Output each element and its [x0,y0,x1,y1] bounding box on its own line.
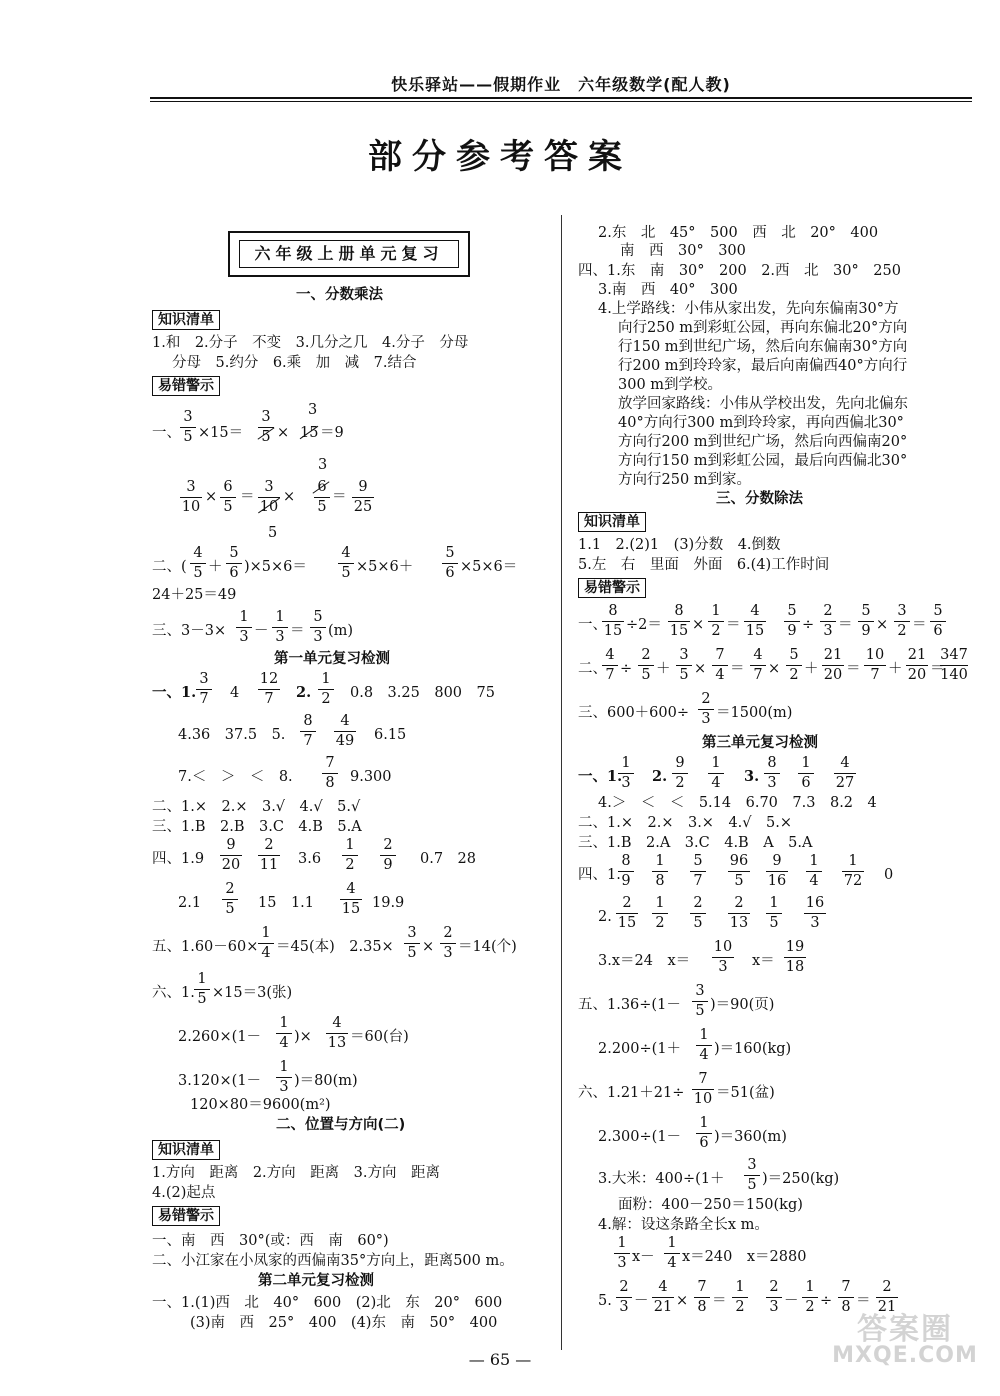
answer-text: ×15＝3(张) [212,985,293,1001]
answer-line: 5.左 右 里面 外面 6.(4)工作时间 [578,557,830,573]
fraction: $\frac{1}{4}$ [806,854,822,888]
answer-line: 3.南 西 40° 300 [598,282,738,298]
answer-line: 方向行200 m到世纪广场，然后向西偏南20° [618,434,908,450]
answer-line: 分母 5.约分 6.乘 加 减 7.结合 [172,355,417,371]
answer-text: × [283,489,296,505]
answer-line: (3)南 西 25° 400 (4)东 南 50° 400 [190,1315,498,1331]
tag-common-mistakes: 易错警示 [152,376,220,396]
answer-text: － [634,1293,649,1309]
answer-text: x＝ [752,953,775,969]
answer-text: 一、1. [578,768,623,785]
answer-text: ＋ [208,559,223,575]
fraction: $\frac{2}{3}$ [820,604,836,638]
answer-text: 五、1.60－60× [152,939,259,955]
answer-text: ＋ [888,661,903,677]
tag-knowledge-list: 知识清单 [152,310,220,330]
answer-text: 0.8 3.25 800 75 [350,685,495,701]
watermark-text: 答案圈 [857,1312,953,1347]
fraction: $\frac{8}{9}$ [618,854,634,888]
section-heading: 第二单元复习检测 [258,1273,374,1289]
fraction: $\frac{3}{2}$ [894,604,910,638]
answer-text: )＝90(页) [710,997,775,1013]
answer-text: )＝80(m) [294,1073,358,1089]
answer-text: x＝240 x＝2880 [682,1249,807,1265]
section-heading: 第三单元复习检测 [702,735,818,751]
fraction: $\frac{21}{20}$ [907,647,927,683]
answer-line: 一、1.(1)西 北 40° 600 (2)北 东 20° 600 [152,1295,503,1311]
answer-text: 面粉：400－250＝150(kg) [618,1197,803,1213]
fraction: $\frac{21}{20}$ [823,647,843,683]
answer-text: × [694,661,707,677]
answer-text: × [676,1293,689,1309]
fraction: $\frac{1}{3}$ [614,1236,630,1270]
fraction: $\frac{2}{11}$ [259,837,279,873]
fraction: $\frac{3}{5}$ [180,410,196,444]
section-heading: 一、分数乘法 [296,287,383,303]
answer-text: ÷ [620,661,633,677]
fraction: $\frac{2}{5}$ [222,882,238,916]
answer-text: ＝ [240,489,255,505]
answer-text: 4.＞ ＜ ＜ 5.14 6.70 7.3 8.2 4 [598,795,877,811]
fraction: $\frac{2}{3}$ [766,1280,782,1314]
answer-text: 3 [318,457,328,473]
answer-text: 2. [296,684,312,701]
answer-text: ＝60(台) [350,1029,409,1045]
header-rule [150,97,972,99]
answer-text: 120×80＝9600(m²) [190,1097,331,1113]
answer-text: )× [294,1029,312,1045]
answer-text: 2.1 [178,895,202,911]
answer-text: ÷ [820,1293,833,1309]
answer-text: 4 [230,685,240,701]
answer-text: 2.200÷(1＋ [598,1041,682,1057]
fraction: $\frac{10}{3}$ [713,939,733,975]
answer-text: 15 [300,425,319,441]
answer-text: 六、1.21＋21÷ [578,1085,685,1101]
answer-text: 二、 [578,661,607,677]
page-title: 部分参考答案 [368,137,632,177]
fraction: $\frac{2}{9}$ [380,838,396,872]
answer-text: ＝ [930,661,945,677]
answer-text: ×15＝ [198,425,244,441]
fraction: $\frac{1}{6}$ [696,1116,712,1150]
fraction: $\frac{2}{5}$ [638,648,654,682]
answer-text: ＝51(盆) [716,1085,775,1101]
fraction: $\frac{6}{5}$ [314,480,330,514]
fraction: $\frac{5}{3}$ [310,610,326,644]
fraction: $\frac{9}{20}$ [221,837,241,873]
answer-line: 四、1.东 南 30° 200 2.西 北 30° 250 [578,263,901,279]
answer-line: 二、小江家在小凤家的西偏南35°方向上，距离500 m。 [152,1253,514,1269]
fraction: $\frac{1}{3}$ [276,1060,292,1094]
answer-text: 四、1.9 [152,851,205,867]
fraction: $\frac{19}{18}$ [785,939,805,975]
unit-title: 六年级上册单元复习 [239,240,458,268]
answer-text: 3.大米：400÷(1＋ [598,1171,725,1187]
answer-text: ＝9 [320,425,344,441]
answer-text: 0 [884,867,894,883]
fraction: $\frac{1}{8}$ [652,854,668,888]
answer-line: 放学回家路线：小伟从学校出发，先向北偏东 [618,396,908,412]
answer-text: x－ [632,1249,655,1265]
fraction: $\frac{1}{2}$ [802,1280,818,1314]
answer-text: 2. [598,909,612,925]
fraction: $\frac{4}{15}$ [745,603,765,639]
fraction: $\frac{5}{9}$ [858,604,874,638]
answer-text: ＝14(个) [458,939,517,955]
fraction: $\frac{1}{2}$ [342,838,358,872]
fraction: $\frac{1}{5}$ [766,896,782,930]
answer-text: ＝1500(m) [716,705,793,721]
answer-line: 1.1 2.(2)1 (3)分数 4.倒数 [578,537,781,553]
answer-line: 向行250 m到彩虹公园，再向东偏北20°方向 [618,320,908,336]
fraction: $\frac{5}{2}$ [786,648,802,682]
answer-text: )＝160(kg) [714,1041,792,1057]
column-divider [561,215,562,1350]
answer-text: 二、( [152,559,187,575]
answer-text: × [876,617,889,633]
answer-text: × [277,425,290,441]
answer-line: 行150 m到世纪广场，然后向东偏南30°方向 [618,339,908,355]
fraction: $\frac{5}{6}$ [442,546,458,580]
answer-text: 3. [744,768,760,785]
page-number: — 65 — [468,1350,532,1369]
fraction: $\frac{1}{4}$ [258,926,274,960]
fraction: $\frac{8}{7}$ [300,714,316,748]
answer-text: 一、 [152,425,181,441]
answer-text: 3.x＝24 x＝ [598,953,691,969]
fraction: $\frac{2}{5}$ [690,896,706,930]
answer-line: 南 西 30° 300 [620,243,746,259]
answer-text: － [254,623,269,639]
fraction: $\frac{3}{7}$ [196,672,212,706]
tag-knowledge-list: 知识清单 [578,512,646,532]
answer-text: 六、1. [152,985,195,1001]
answer-line: 40°方向行300 m到玲玲家，再向西偏北30° [618,415,904,431]
answer-text: 24＋25＝49 [152,587,237,603]
answer-line: 方向行250 m到家。 [618,472,752,488]
fraction: $\frac{1}{5}$ [194,972,210,1006]
fraction: $\frac{12}{7}$ [259,671,279,707]
answer-text: (m) [328,623,354,639]
answer-text: )＝360(m) [714,1129,787,1145]
answer-text: )＝250(kg) [762,1171,840,1187]
answer-text: 5. [598,1293,612,1309]
answer-text: 五、1.36÷(1－ [578,997,681,1013]
answer-text: ÷2＝ [626,617,662,633]
answer-text: 三、1.B 2.A 3.C 4.B A 5.A [578,835,813,851]
answer-text: 4.36 37.5 5. [178,727,286,743]
fraction: $\frac{96}{5}$ [729,853,749,889]
answer-text: ＝ [290,623,305,639]
answer-text: × [692,617,705,633]
tag-common-mistakes: 易错警示 [152,1206,220,1226]
fraction: $\frac{2}{3}$ [616,1280,632,1314]
fraction: $\frac{9}{2}$ [672,756,688,790]
answer-text: 二、1.× 2.× 3.√ 4.√ 5.√ [152,799,361,815]
fraction: $\frac{6}{5}$ [220,480,236,514]
answer-text: － [784,1293,799,1309]
fraction: $\frac{1}{4}$ [276,1016,292,1050]
answer-line: 行200 m到玲玲家，最后向南偏西40°方向行 [618,358,908,374]
answer-text: ＝ [838,617,853,633]
fraction: $\frac{5}{6}$ [930,604,946,638]
answer-text: 3 [308,402,318,418]
answer-text: )×5×6＝ [244,559,307,575]
fraction: $\frac{1}{4}$ [664,1236,680,1270]
answer-line: 300 m到学校。 [618,377,723,393]
fraction: $\frac{7}{10}$ [693,1071,713,1107]
fraction: $\frac{1}{4}$ [696,1028,712,1062]
answer-text: ＝ [712,1293,727,1309]
answer-text: ＝ [912,617,927,633]
answer-text: ＋ [656,661,671,677]
answer-text: ＝45(本) 2.35× [276,939,394,955]
fraction: $\frac{9}{25}$ [353,479,373,515]
fraction: $\frac{8}{3}$ [764,756,780,790]
fraction: $\frac{2}{3}$ [698,692,714,726]
answer-text: ＝ [730,661,745,677]
answer-line: 4.(2)起点 [152,1185,216,1201]
watermark-logo [820,1312,990,1385]
fraction: $\frac{4}{5}$ [338,546,354,580]
fraction: $\frac{1}{2}$ [732,1280,748,1314]
fraction: $\frac{4}{7}$ [750,648,766,682]
fraction: $\frac{2}{15}$ [617,895,637,931]
fraction: $\frac{4}{49}$ [335,713,355,749]
answer-line: 1.和 2.分子 不变 3.几分之几 4.分子 分母 [152,335,469,351]
fraction: $\frac{347}{140}$ [940,647,968,683]
answer-line: 1.方向 距离 2.方向 距离 3.方向 距离 [152,1165,441,1181]
answer-text: 2. [652,768,668,785]
answer-text: 三、1.B 2.B 3.C 4.B 5.A [152,819,362,835]
section-heading: 二、位置与方向(二) [276,1117,406,1133]
fraction: $\frac{7}{8}$ [694,1280,710,1314]
answer-text: 一、1. [152,684,197,701]
fraction: $\frac{1}{2}$ [708,604,724,638]
fraction: $\frac{1}{6}$ [798,756,814,790]
fraction: $\frac{3}{5}$ [258,410,274,444]
fraction: $\frac{1}{72}$ [843,853,863,889]
fraction: $\frac{5}{6}$ [226,546,242,580]
fraction: $\frac{3}{5}$ [744,1158,760,1192]
fraction: $\frac{16}{3}$ [805,895,825,931]
answer-text: 15 1.1 [258,895,315,911]
answer-text: 一、 [578,617,607,633]
answer-text: ×5×6＋ [356,559,414,575]
answer-text: ＝ [846,661,861,677]
fraction: $\frac{3}{10}$ [259,479,279,515]
answer-line: 方向行150 m到彩虹公园，最后向西偏北30° [618,453,908,469]
header-rule-thin [150,101,972,102]
answer-text: ×5×6＝ [460,559,518,575]
fraction: $\frac{3}{10}$ [181,479,201,515]
answer-text: 5 [268,525,278,541]
answer-text: 2.260×(1－ [178,1029,262,1045]
fraction: $\frac{5}{9}$ [784,604,800,638]
fraction: $\frac{5}{7}$ [690,854,706,888]
fraction: $\frac{7}{8}$ [322,756,338,790]
answer-text: 9.300 [350,769,392,785]
answer-text: 三、600＋600÷ [578,705,690,721]
answer-text: ＝ [332,489,347,505]
answer-text: 三、3－3× [152,623,227,639]
answer-text: ＝ [726,617,741,633]
fraction: $\frac{10}{7}$ [865,647,885,683]
fraction: $\frac{1}{3}$ [618,756,634,790]
fraction: $\frac{1}{4}$ [708,756,724,790]
answer-text: 6.15 [374,727,407,743]
answer-text: 3.6 [298,851,322,867]
fraction: $\frac{4}{7}$ [602,648,618,682]
answer-line: 4.上学路线：小伟从家出发，先向东偏南30°方 [598,301,899,317]
fraction: $\frac{8}{15}$ [669,603,689,639]
unit-title-box [228,231,470,277]
fraction: $\frac{2}{21}$ [877,1279,897,1315]
answer-line: 一、南 西 30°(或：西 南 60°) [152,1233,389,1249]
answer-line: 2.东 北 45° 500 西 北 20° 400 [598,225,879,241]
answer-text: 2.300÷(1－ [598,1129,682,1145]
answer-text: × [422,939,435,955]
fraction: $\frac{1}{3}$ [236,610,252,644]
section-heading: 第一单元复习检测 [274,651,390,667]
fraction: $\frac{3}{5}$ [404,926,420,960]
fraction: $\frac{1}{3}$ [272,610,288,644]
section-heading: 三、分数除法 [716,491,803,507]
fraction: $\frac{1}{2}$ [652,896,668,930]
fraction: $\frac{1}{2}$ [318,672,334,706]
running-header: 快乐驿站——假期作业 六年级数学(配人教) [391,75,731,94]
fraction: $\frac{4}{5}$ [190,546,206,580]
answer-text: 二、1.× 2.× 3.× 4.√ 5.× [578,815,793,831]
answer-text: × [205,489,218,505]
fraction: $\frac{3}{5}$ [692,984,708,1018]
answer-text: 3.120×(1－ [178,1073,262,1089]
answer-text: 0.7 28 [420,851,477,867]
answer-text: 四、1. [578,867,621,883]
fraction: $\frac{4}{21}$ [653,1279,673,1315]
tag-knowledge-list: 知识清单 [152,1140,220,1160]
fraction: $\frac{9}{16}$ [767,853,787,889]
tag-common-mistakes: 易错警示 [578,578,646,598]
watermark-url: MXQE.COM [832,1343,978,1368]
fraction: $\frac{7}{8}$ [838,1280,854,1314]
fraction: $\frac{4}{27}$ [835,755,855,791]
answer-text: × [768,661,781,677]
fraction: $\frac{3}{5}$ [676,648,692,682]
fraction: $\frac{4}{13}$ [327,1015,347,1051]
fraction: $\frac{8}{15}$ [603,603,623,639]
fraction: $\frac{7}{4}$ [712,648,728,682]
answer-text: ＋ [804,661,819,677]
answer-text: 4.解：设这条路全长x m。 [598,1217,769,1233]
answer-text: 19.9 [372,895,405,911]
answer-text: ÷ [802,617,815,633]
answer-text: 7.＜ ＞ ＜ 8. [178,769,293,785]
fraction: $\frac{2}{3}$ [440,926,456,960]
answer-text: ＝ [856,1293,871,1309]
fraction: $\frac{2}{13}$ [729,895,749,931]
fraction: $\frac{4}{15}$ [341,881,361,917]
